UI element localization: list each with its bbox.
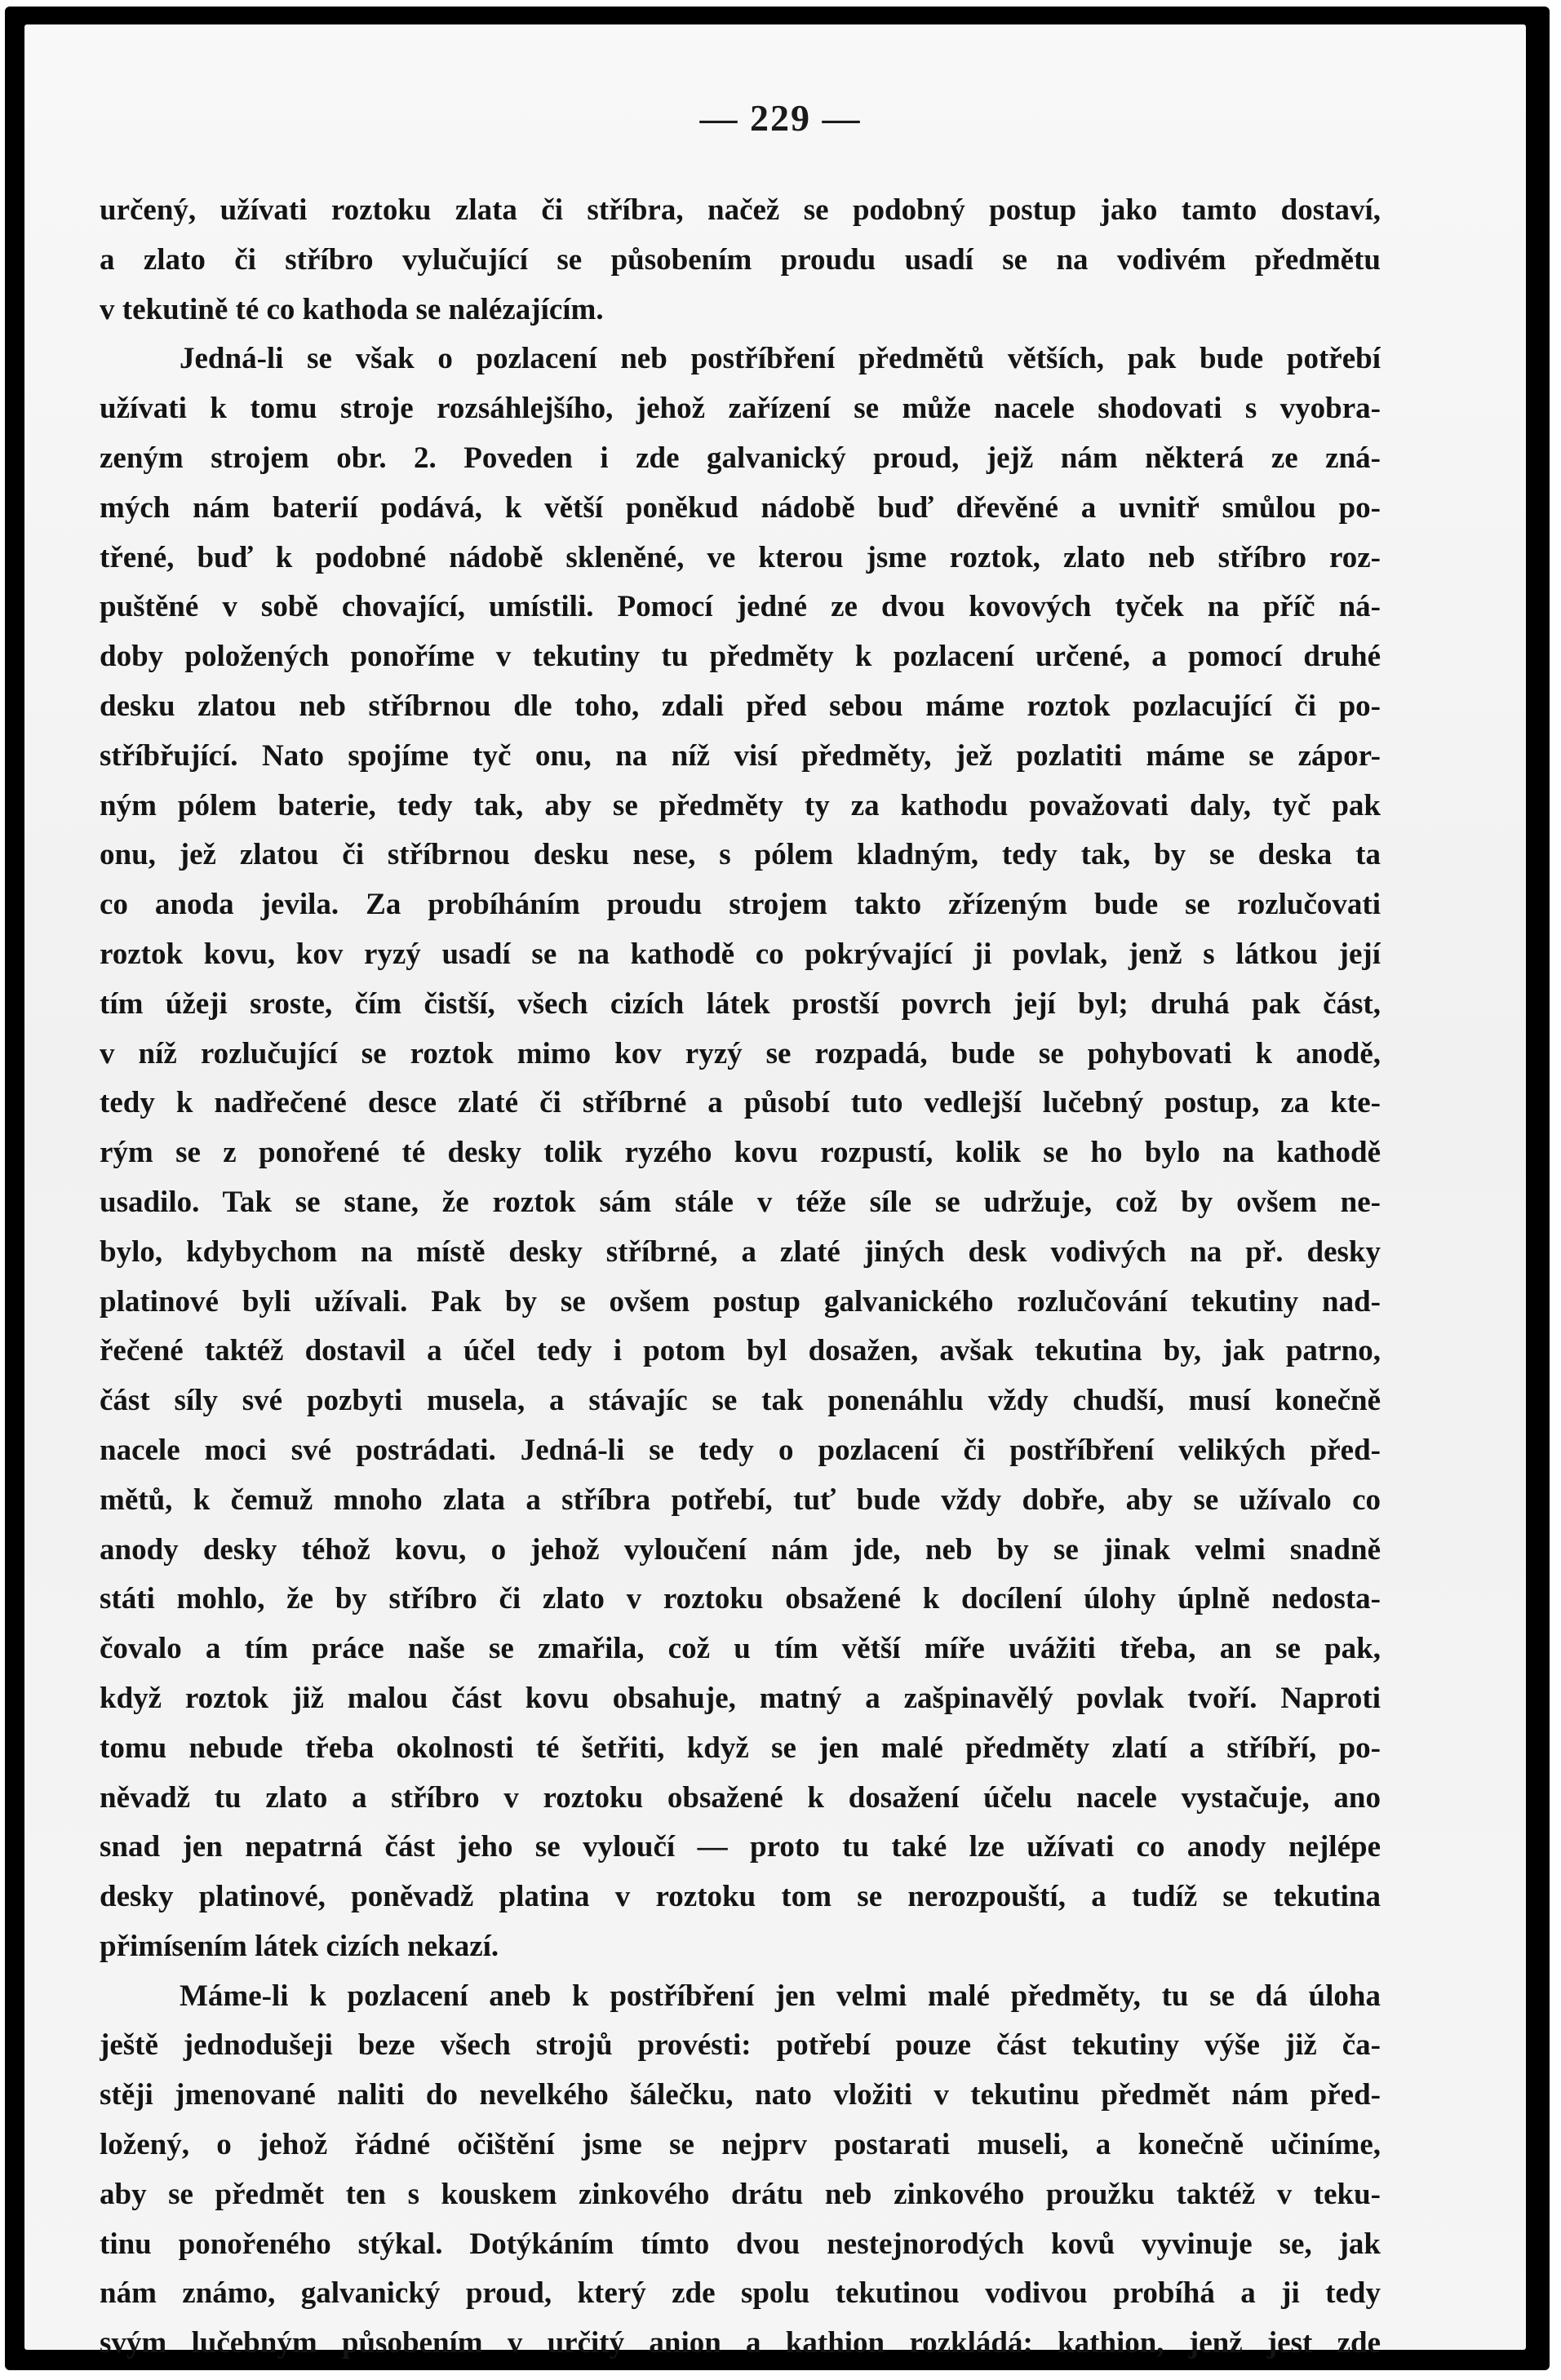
text-line: stěji jmenované naliti do nevelkého šálečku, nato vložiti v tekutinu předmět nám před- xyxy=(100,2078,1381,2112)
text-line: něvadž tu zlato a stříbro v roztoku obsažené k dosažení účelu nacele vystačuje, ano xyxy=(100,1780,1381,1815)
text-line: mětů, k čemuž mnoho zlata a stříbra potřebí, tuť bude vždy dobře, aby se užívalo co xyxy=(100,1483,1381,1517)
text-line: mých nám baterií podává, k větší poněkud nádobě buď dřevěné a uvnitř smůlou po- xyxy=(100,490,1381,525)
text-line: čovalo a tím práce naše se zmařila, což u tím větší míře uvážiti třeba, an se pak, xyxy=(100,1632,1381,1666)
text-line: doby položených ponoříme v tekutiny tu předměty k pozlacení určené, a pomocí druhé xyxy=(100,640,1381,674)
text-line: snad jen nepatrná část jeho se vyloučí — proto tu také lze užívati co anody nejlépe xyxy=(100,1830,1381,1864)
text-line: řečené taktéž dostavil a účel tedy i potom byl dosažen, avšak tekutina by, jak patrno, xyxy=(100,1334,1381,1368)
text-line: roztok kovu, kov ryzý usadí se na kathodě co pokrývající ji povlak, jenž s látkou její xyxy=(100,937,1381,971)
text-line: bylo, kdybychom na místě desky stříbrné, a zlaté jiných desk vodivých na př. desky xyxy=(100,1234,1381,1269)
text-line: část síly své pozbyti musela, a stávajíc se tak ponenáhlu vždy chudší, musí konečně xyxy=(100,1384,1381,1418)
text-line: desku zlatou neb stříbrnou dle toho, zdali před sebou máme roztok pozlacující či po- xyxy=(100,689,1381,723)
text-line: nacele moci své postrádati. Jedná-li se tedy o pozlacení či postříbření velikých před- xyxy=(100,1433,1381,1467)
text-line: a zlato či stříbro vylučující se působením proudu usadí se na vodivém předmětu xyxy=(100,242,1381,277)
text-line: desky platinové, poněvadž platina v roztoku tom se nerozpouští, a tudíž se tekutina xyxy=(100,1880,1381,1914)
text-line: zeným strojem obr. 2. Poveden i zde galvanický proud, jejž nám některá ze zná- xyxy=(100,441,1381,475)
text-line: stříbřující. Nato spojíme tyč onu, na níž visí předměty, jež pozlatiti máme se zápor- xyxy=(100,738,1381,773)
text-line: přimísením látek cizích nekazí. xyxy=(100,1929,499,1963)
text-line: státi mohlo, že by stříbro či zlato v roztoku obsažené k docílení úlohy úplně nedosta- xyxy=(100,1582,1381,1616)
text-line: rým se z ponořené té desky tolik ryzého kovu rozpustí, kolik se ho bylo na kathodě xyxy=(100,1136,1381,1170)
text-line: když roztok již malou část kovu obsahuje, matný a zašpinavělý povlak tvoří. Naproti xyxy=(100,1681,1381,1715)
text-line: třené, buď k podobné nádobě skleněné, ve kterou jsme roztok, zlato neb stříbro roz- xyxy=(100,540,1381,574)
text-line: tedy k nadřečené desce zlaté či stříbrné a působí tuto vedlejší lučebný postup, za kte- xyxy=(100,1086,1381,1120)
text-line: puštěné v sobě chovající, umístili. Pomocí jedné ze dvou kovových tyček na příč ná- xyxy=(100,590,1381,624)
text-line: v níž rozlučující se roztok mimo kov ryzý se rozpadá, bude se pohybovati k anodě, xyxy=(100,1036,1381,1070)
text-line: tomu nebude třeba okolnosti té šetřiti, když se jen malé předměty zlatí a stříbří, po- xyxy=(100,1731,1381,1765)
text-line: usadilo. Tak se stane, že roztok sám stále v téže síle se udržuje, což by ovšem ne- xyxy=(100,1185,1381,1219)
text-line: ložený, o jehož řádné očištění jsme se nejprv postarati museli, a konečně učiníme, xyxy=(100,2128,1381,2162)
text-line: ještě jednodušeji beze všech strojů provésti: potřebí pouze část tekutiny výše již ča- xyxy=(100,2028,1381,2063)
text-line: svým lučebným působením v určitý anion a kathion rozkládá: kathion, jenž jest zde xyxy=(100,2326,1381,2360)
text-line: co anoda jevila. Za probíháním proudu strojem takto zřízeným bude se rozlučovati xyxy=(100,888,1381,922)
body-text xyxy=(100,186,1381,2369)
text-line: anody desky téhož kovu, o jehož vyloučení nám jde, neb by se jinak velmi snadně xyxy=(100,1532,1381,1567)
text-line: aby se předmět ten s kouskem zinkového drátu neb zinkového proužku taktéž v teku- xyxy=(100,2177,1381,2211)
text-line: tím úžeji sroste, čím čistší, všech cizích látek prostší povrch její byl; druhá pak část, xyxy=(100,986,1381,1021)
text-line: užívati k tomu stroje rozsáhlejšího, jehož zařízení se může nacele shodovati s vyobra- xyxy=(100,392,1381,426)
text-line: nám známo, galvanický proud, který zde spolu tekutinou vodivou probíhá a ji tedy xyxy=(100,2276,1381,2311)
text-line: určený, užívati roztoku zlata či stříbra, načež se podobný postup jako tamto dostaví, xyxy=(100,193,1381,227)
text-line: onu, jež zlatou či stříbrnou desku nese, s pólem kladným, tedy tak, by se deska ta xyxy=(100,838,1381,872)
paragraph-start-line: Máme-li k pozlacení aneb k postříbření jen velmi malé předměty, tu se dá úloha xyxy=(180,1979,1381,2013)
text-line: ným pólem baterie, tedy tak, aby se předměty ty za kathodu považovati daly, tyč pak xyxy=(100,788,1381,822)
page-number: — 229 — xyxy=(699,97,862,139)
text-line: platinové byli užívali. Pak by se ovšem postup galvanického rozlučování tekutiny nad- xyxy=(100,1284,1381,1319)
text-line: tinu ponořeného stýkal. Dotýkáním tímto dvou nestejnorodých kovů vyvinuje se, jak xyxy=(100,2227,1381,2261)
paragraph-start-line: Jedná-li se však o pozlacení neb postříbření předmětů větších, pak bude potřebí xyxy=(180,342,1381,376)
text-line: v tekutině té co kathoda se nalézajícím. xyxy=(100,292,604,326)
